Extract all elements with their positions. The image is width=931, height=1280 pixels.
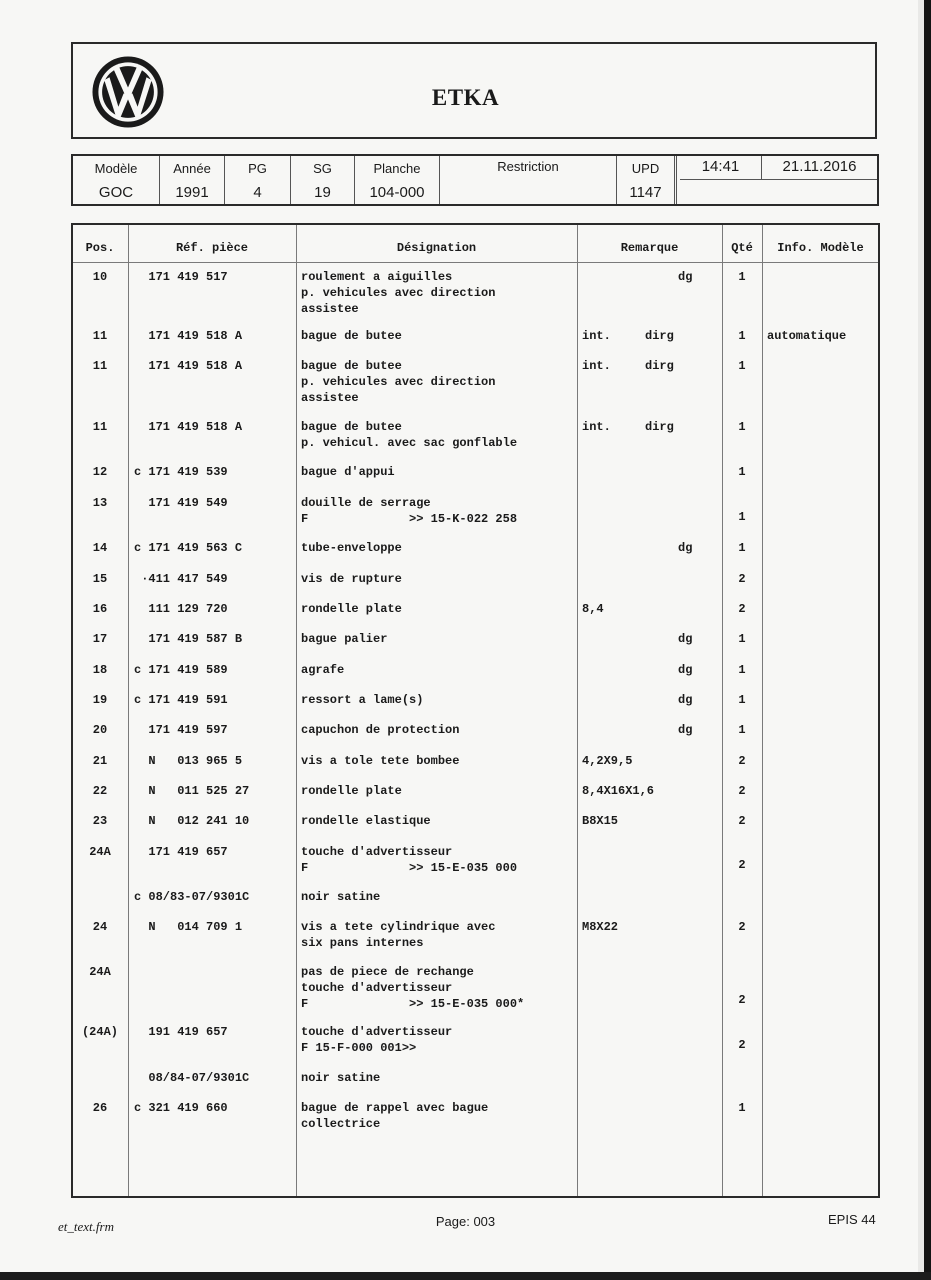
column-divider	[296, 225, 297, 1196]
designation-cell: touche d'advertisseur F 15-F-000 001>>	[301, 1025, 453, 1055]
position-cell: 21	[92, 754, 108, 768]
position-cell: 11	[92, 359, 108, 373]
designation-cell: tube-enveloppe	[301, 541, 402, 555]
part-number-cell: 171 419 517	[134, 270, 228, 284]
position-cell: 22	[92, 784, 108, 798]
quantity-cell: 1	[738, 420, 746, 434]
footer-system: EPIS 44	[828, 1212, 876, 1227]
designation-cell: touche d'advertisseur F >> 15-E-035 000	[301, 845, 518, 875]
designation-cell: bague de rappel avec bague collectrice	[301, 1101, 489, 1131]
quantity-cell: 2	[738, 814, 746, 828]
info-label: UPD	[631, 161, 660, 176]
remark-cell: int.	[582, 420, 611, 434]
part-number-cell: c 171 419 589	[134, 663, 228, 677]
info-label: Restriction	[497, 159, 559, 174]
column-header-pos: Pos.	[85, 241, 115, 255]
info-field-pg	[225, 156, 291, 204]
quantity-cell: 2	[738, 1038, 746, 1052]
remark-code-cell: dirg	[645, 329, 674, 343]
info-label: SG	[313, 161, 332, 176]
part-number-cell: 08/84-07/9301C	[134, 1071, 250, 1085]
info-field-upd	[617, 156, 677, 204]
position-cell: 18	[92, 663, 108, 677]
position-cell: 24A	[89, 965, 111, 979]
designation-cell: agrafe	[301, 663, 345, 677]
remark-cell: int.	[582, 359, 611, 373]
remark-code-cell: dirg	[645, 359, 674, 373]
info-box	[71, 154, 879, 206]
header-divider	[73, 262, 878, 263]
remark-dg-cell: dg	[678, 693, 693, 707]
page-title: ETKA	[431, 85, 500, 110]
model-info-cell: automatique	[767, 329, 847, 343]
quantity-cell: 1	[738, 632, 746, 646]
position-cell: 16	[92, 602, 108, 616]
designation-cell: vis de rupture	[301, 572, 402, 586]
remark-dg-cell: dg	[678, 632, 693, 646]
info-label: Planche	[373, 161, 421, 176]
quantity-cell: 1	[738, 329, 746, 343]
footer-page-number: Page: 003	[435, 1214, 496, 1229]
position-cell: 14	[92, 541, 108, 555]
remark-dg-cell: dg	[678, 663, 693, 677]
designation-cell: bague de butee p. vehicul. avec sac gonflable	[301, 420, 518, 450]
designation-cell: roulement a aiguilles p. vehicules avec direction assistee	[301, 270, 496, 316]
part-number-cell: 111 129 720	[134, 602, 228, 616]
part-number-cell: 171 419 587 B	[134, 632, 243, 646]
position-cell: 24	[92, 920, 108, 934]
info-value: 104-000	[369, 184, 425, 201]
designation-cell: bague d'appui	[301, 465, 395, 479]
column-header-designation: Désignation	[396, 241, 477, 255]
remark-cell: 8,4	[582, 602, 604, 616]
part-number-cell: N 012 241 10	[134, 814, 250, 828]
quantity-cell: 1	[738, 465, 746, 479]
info-value: 1991	[175, 184, 209, 201]
part-number-cell: 171 419 597	[134, 723, 228, 737]
part-number-cell: 171 419 657	[134, 845, 228, 859]
info-field-sg	[291, 156, 355, 204]
part-number-cell: c 171 419 539	[134, 465, 228, 479]
quantity-cell: 1	[738, 359, 746, 373]
designation-cell: pas de piece de rechange touche d'advertisseur F >> 15-E-035 000*	[301, 965, 525, 1011]
part-number-cell: c 171 419 591	[134, 693, 228, 707]
info-value: 4	[253, 184, 262, 201]
quantity-cell: 2	[738, 993, 746, 1007]
designation-cell: bague de butee	[301, 329, 402, 343]
quantity-cell: 2	[738, 602, 746, 616]
info-field-planche	[355, 156, 440, 204]
quantity-cell: 1	[738, 663, 746, 677]
part-number-cell: 171 419 518 A	[134, 420, 243, 434]
quantity-cell: 1	[738, 541, 746, 555]
designation-cell: capuchon de protection	[301, 723, 460, 737]
remark-cell: M8X22	[582, 920, 619, 934]
quantity-cell: 1	[738, 693, 746, 707]
position-cell: 11	[92, 420, 108, 434]
column-divider	[762, 225, 763, 1196]
designation-cell: vis a tete cylindrique avec six pans internes	[301, 920, 496, 950]
designation-cell: rondelle elastique	[301, 814, 431, 828]
info-label: Année	[173, 161, 211, 176]
quantity-cell: 1	[738, 510, 746, 524]
part-number-cell: 171 419 518 A	[134, 359, 243, 373]
designation-cell: noir satine	[301, 890, 381, 904]
quantity-cell: 2	[738, 858, 746, 872]
remark-cell: 8,4X16X1,6	[582, 784, 655, 798]
quantity-cell: 1	[738, 723, 746, 737]
remark-dg-cell: dg	[678, 541, 693, 555]
part-number-cell: 171 419 518 A	[134, 329, 243, 343]
part-number-cell: N 014 709 1	[134, 920, 243, 934]
part-number-cell: 191 419 657	[134, 1025, 228, 1039]
remark-dg-cell: dg	[678, 270, 693, 284]
designation-cell: rondelle plate	[301, 602, 402, 616]
info-field-restriction	[440, 156, 617, 204]
print-time: 14:41	[680, 156, 762, 180]
part-number-cell: 171 419 549	[134, 496, 228, 510]
remark-cell: 4,2X9,5	[582, 754, 633, 768]
designation-cell: rondelle plate	[301, 784, 402, 798]
quantity-cell: 2	[738, 572, 746, 586]
info-value: 19	[314, 184, 331, 201]
quantity-cell: 2	[738, 784, 746, 798]
info-value: 1147	[629, 184, 662, 201]
column-divider	[128, 225, 129, 1196]
info-label: PG	[248, 161, 267, 176]
designation-cell: douille de serrage F >> 15-K-022 258	[301, 496, 518, 526]
position-cell: 20	[92, 723, 108, 737]
scan-edge-bottom	[0, 1272, 931, 1280]
part-number-cell: N 013 965 5	[134, 754, 243, 768]
designation-cell: noir satine	[301, 1071, 381, 1085]
info-value: GOC	[98, 184, 134, 201]
position-cell: 24A	[89, 845, 111, 859]
column-header-qty: Qté	[731, 241, 753, 255]
remark-code-cell: dirg	[645, 420, 674, 434]
designation-cell: bague de butee p. vehicules avec direction assistee	[301, 359, 496, 405]
position-cell: 11	[92, 329, 108, 343]
remark-cell: B8X15	[582, 814, 619, 828]
part-number-cell: N 011 525 27	[134, 784, 250, 798]
designation-cell: vis a tole tete bombee	[301, 754, 460, 768]
quantity-cell: 2	[738, 754, 746, 768]
part-number-cell: c 08/83-07/9301C	[134, 890, 250, 904]
designation-cell: ressort a lame(s)	[301, 693, 424, 707]
info-label: Modèle	[94, 161, 138, 176]
part-number-cell: ·411 417 549	[134, 572, 228, 586]
position-cell: 10	[92, 270, 108, 284]
footer-form-name: et_text.frm	[58, 1219, 114, 1234]
part-number-cell: c 171 419 563 C	[134, 541, 243, 555]
position-cell: (24A)	[81, 1025, 118, 1039]
remark-cell: int.	[582, 329, 611, 343]
position-cell: 17	[92, 632, 108, 646]
column-header-ref: Réf. pièce	[175, 241, 248, 255]
position-cell: 12	[92, 465, 108, 479]
position-cell: 19	[92, 693, 108, 707]
quantity-cell: 2	[738, 920, 746, 934]
part-number-cell: c 321 419 660	[134, 1101, 228, 1115]
column-divider	[577, 225, 578, 1196]
column-header-model-info: Info. Modèle	[777, 241, 864, 255]
position-cell: 23	[92, 814, 108, 828]
print-date: 21.11.2016	[762, 156, 877, 180]
position-cell: 13	[92, 496, 108, 510]
info-field-model	[73, 156, 160, 204]
position-cell: 26	[92, 1101, 108, 1115]
scan-edge-right	[924, 0, 931, 1280]
remark-dg-cell: dg	[678, 723, 693, 737]
position-cell: 15	[92, 572, 108, 586]
quantity-cell: 1	[738, 1101, 746, 1115]
info-field-year	[160, 156, 225, 204]
column-header-remark: Remarque	[620, 241, 679, 255]
designation-cell: bague palier	[301, 632, 388, 646]
quantity-cell: 1	[738, 270, 746, 284]
